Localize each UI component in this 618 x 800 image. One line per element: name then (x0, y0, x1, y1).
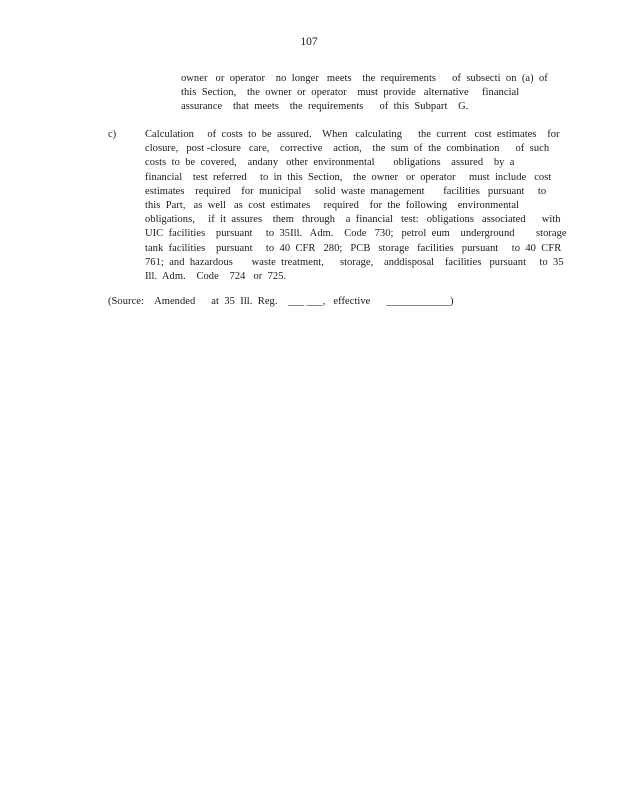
paragraph-line: tank facilities pursuant to 40 CFR 280; PCB storage facilities pursuant to 40 CFR (145, 242, 562, 254)
paragraph-line: estimates required for municipal solid waste management facilities pursuant to (145, 185, 547, 197)
paragraph-line: UIC facilities pursuant to 35Ill. Adm. Code 730; petrol eum underground storage (145, 228, 567, 240)
paragraph-line: closure, post -closure care, corrective action, the sum of the combination of such (145, 143, 550, 155)
source-note-text: (Source: Amended at 35 Ill. Reg. ___ ___, effective ____________) (108, 296, 454, 307)
subsection-marker: c) (108, 129, 117, 140)
paragraph-line: assurance that meets the requirements of this Subpart G. (181, 101, 469, 113)
paragraph-line: this Part, as well as cost estimates required for the following environmental (145, 200, 520, 212)
paragraph-line: this Section, the owner or operator must provide alternative financial (181, 87, 520, 99)
paragraph-line: obligations, if it assures them through a financial test: obligations associated with (145, 214, 561, 226)
paragraph-line: costs to be covered, andany other environmental obligations assured by a (145, 157, 515, 169)
subsection-body (145, 128, 567, 284)
paragraph-line: 761; and hazardous waste treatment, storage, anddisposal facilities pursuant to 35 (145, 256, 564, 268)
source-note (108, 295, 528, 309)
paragraph-line: Ill. Adm. Code 724 or 725. (145, 271, 287, 283)
paragraph-line: financial test referred to in this Section, the owner or operator must include cost (145, 171, 552, 183)
page-number: 107 (300, 36, 318, 48)
continued-paragraph (181, 72, 548, 115)
paragraph-line: owner or operator no longer meets the requirements of subsecti on (a) of (181, 73, 548, 84)
paragraph-line: Calculation of costs to be assured. When calculating the current cost estimates for (145, 129, 560, 140)
